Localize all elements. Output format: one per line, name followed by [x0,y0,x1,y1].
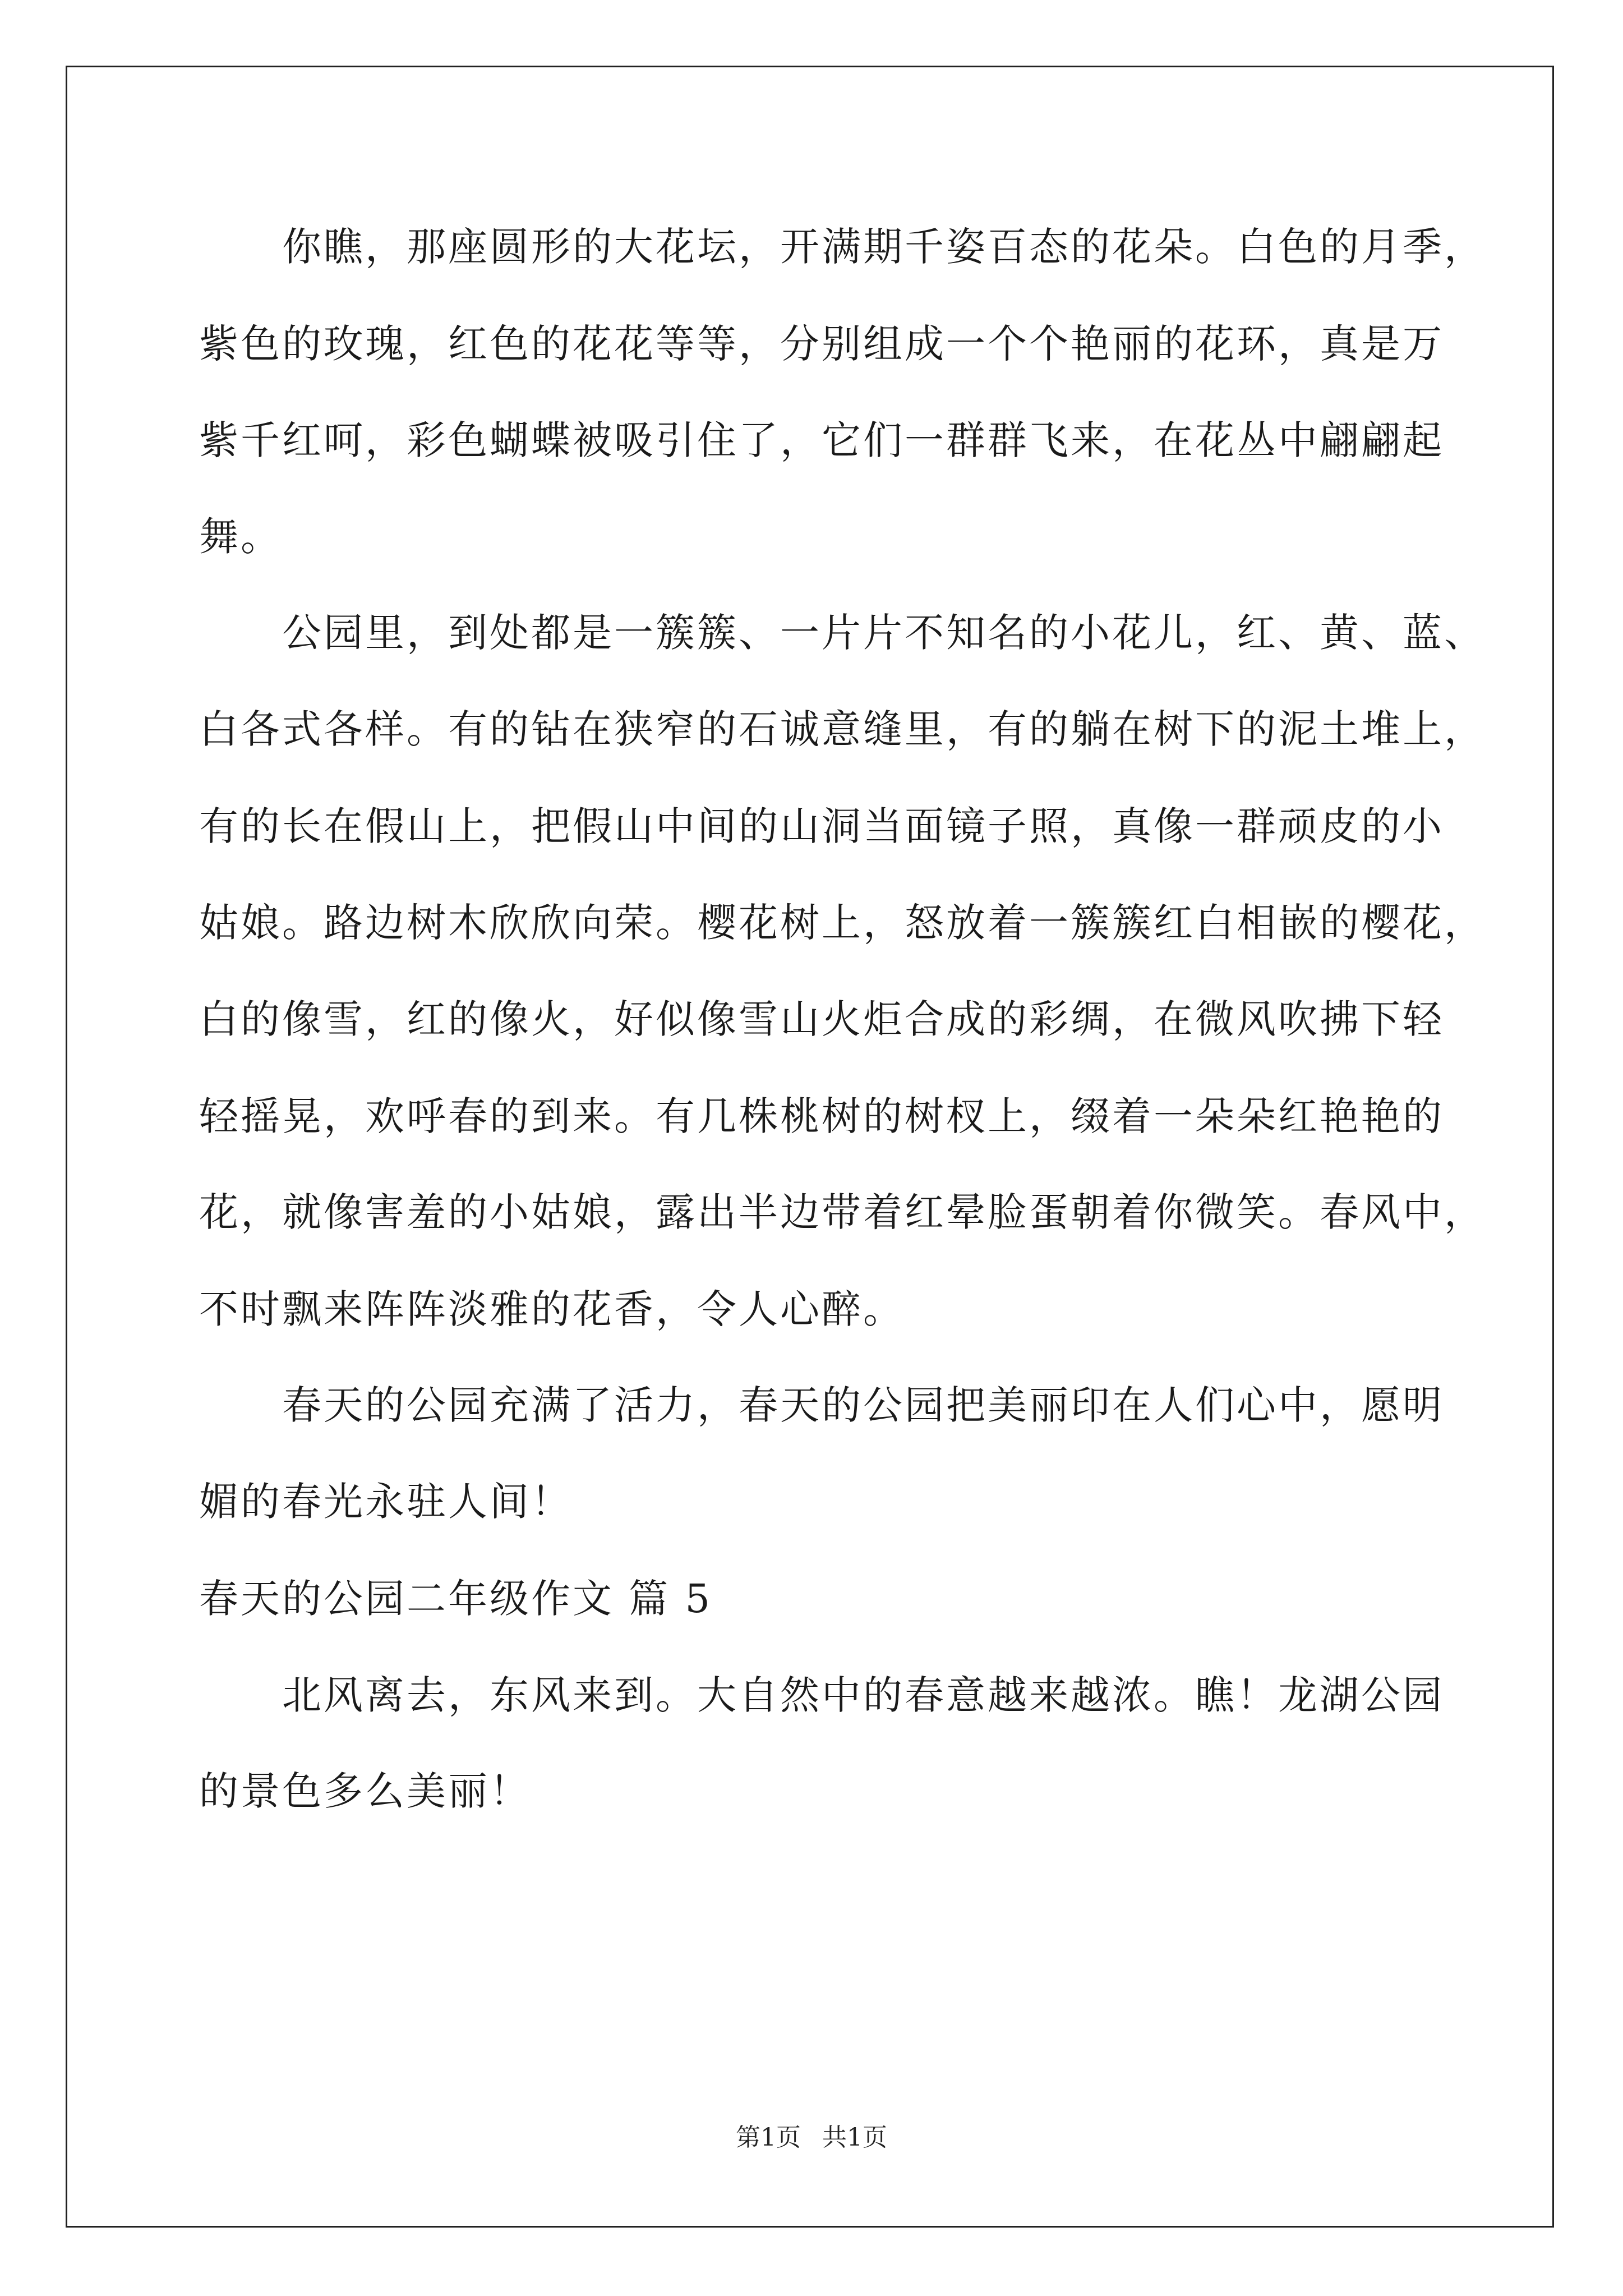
paragraph-line: 公园里，到处都是一簇簇、一片片不知名的小花儿，红、黄、蓝、 [199,610,1486,656]
paragraph-line: 舞。 [199,514,282,560]
page-number-current: 第1页 [736,2123,801,2152]
page-footer [0,2125,1623,2150]
paragraph-line: 春天的公园充满了活力，春天的公园把美丽印在人们心中，愿明 [199,1382,1444,1428]
paragraph-line: 花，就像害羞的小姑娘，露出半边带着红晕脸蛋朝着你微笑。春风中， [199,1189,1486,1235]
page-border [66,66,1554,2228]
paragraph-line: 白的像雪，红的像火，好似像雪山火炬合成的彩绸，在微风吹拂下轻 [199,996,1444,1042]
paragraph-line: 轻摇晃，欢呼春的到来。有几株桃树的树杈上，缀着一朵朵红艳艳的 [199,1093,1444,1139]
paragraph-line: 媚的春光永驻人间！ [199,1479,573,1525]
paragraph-line: 北风离去，东风来到。大自然中的春意越来越浓。瞧！龙湖公园 [199,1672,1444,1718]
paragraph-line: 不时飘来阵阵淡雅的花香，令人心醉。 [199,1286,905,1332]
paragraph-line: 的景色多么美丽！ [199,1768,531,1814]
paragraph-line: 紫千红呵，彩色蝴蝶被吸引住了，它们一群群飞来，在花丛中翩翩起 [199,417,1444,463]
paragraph-line: 有的长在假山上，把假山中间的山洞当面镜子照，真像一群顽皮的小 [199,803,1444,849]
page-number-total: 共1页 [822,2123,887,2152]
paragraph-line: 白各式各样。有的钻在狭窄的石诚意缝里，有的躺在树下的泥土堆上， [199,706,1486,752]
paragraph-line: 姑娘。路边树木欣欣向荣。樱花树上，怒放着一簇簇红白相嵌的樱花， [199,900,1486,946]
paragraph-line: 你瞧，那座圆形的大花坛，开满期千姿百态的花朵。白色的月季， [199,224,1486,270]
section-heading: 春天的公园二年级作文 篇 5 [199,1576,713,1622]
paragraph-line: 紫色的玫瑰，红色的花花等等，分别组成一个个艳丽的花环，真是万 [199,321,1444,367]
